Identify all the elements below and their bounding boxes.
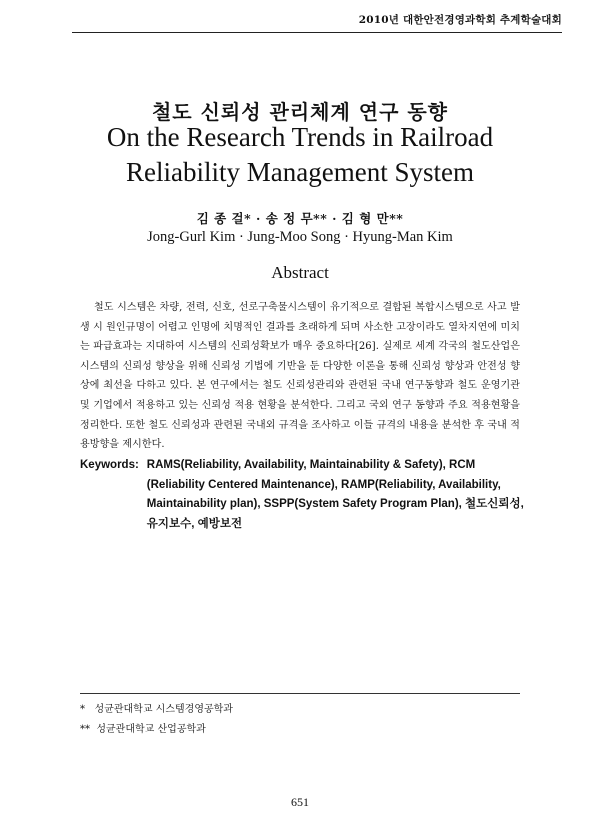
footnote-rule (80, 693, 520, 694)
footnote-2 (80, 720, 206, 735)
title-english-line1: On the Research Trends in Railroad (106, 122, 494, 152)
keywords-text: RAMS(Reliability, Availability, Maintainability & Safety), RCM (Reliability Centered Maintenance), RAMP(Reliability, Availability, Maintainability plan), SSPP(System Safety Program Plan), 철도신뢰성, 유지보수, 예방보전 (146, 459, 524, 530)
title-english (0, 120, 600, 190)
authors-korean: 김 종 걸* · 송 정 무** · 김 형 만** (196, 211, 404, 226)
title-english-line2: Reliability Management System (126, 157, 474, 187)
keywords-label: Keywords: (80, 459, 139, 471)
footnote-2-marker: ** (80, 724, 90, 735)
running-header: 2010년 대한안전경영과학회 추계학술대회 (358, 14, 562, 26)
authors-english: Jong-Gurl Kim · Jung-Moo Song · Hyung-Man Kim (147, 229, 453, 245)
keywords (80, 456, 530, 534)
footnote-1-text: 성균관대학교 시스템경영공학과 (94, 704, 233, 715)
footnote-1-marker: * (80, 704, 85, 715)
page-number: 651 (291, 795, 309, 809)
abstract-body: 철도 시스템은 차량, 전력, 신호, 선로구축물시스템이 유기적으로 결합된 복합시스템으로 사고 발생 시 원인규명이 어렵고 인명에 치명적인 결과를 초래하게 되며 사소한 고장이라도 열차지연에 미치는 파급효과는 지대하여 시스템의 신뢰성확보가 매우 중요하다[26]. 실제로 세계 각국의 철도산업은 시스템의 신뢰성 향상을 위해 신뢰성 기법에 기반을 둔 다양한 이론을 통해 신뢰성 향상과 안전성 향상에 최선을 다하고 있다. 본 연구에서는 철도 신뢰성관리와 관련된 국내 연구동향과 철도 운영기관 및 기업에서 적용하고 있는 신뢰성 적용 현황을 분석한다. 그리고 국외 연구 동향과 주요 적용현황을 정리한다. 또한 철도 신뢰성과 관련된 국내외 규격을 조사하고 이들 규격의 내용을 분석한 후 국내 적용방향을 제시한다. (80, 302, 520, 451)
header-rule (72, 32, 562, 33)
footnote-1 (80, 700, 233, 715)
abstract-heading: Abstract (271, 263, 329, 282)
title-korean: 철도 신뢰성 관리체계 연구 동향 (151, 100, 448, 124)
footnote-2-text: 성균관대학교 산업공학과 (96, 724, 206, 735)
